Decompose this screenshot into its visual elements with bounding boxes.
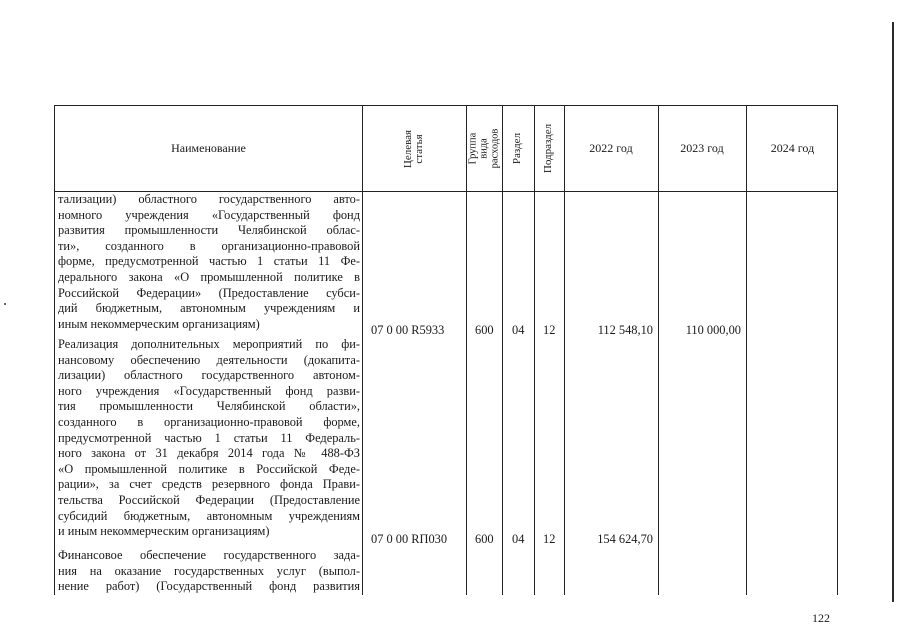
row-2-section: 04	[512, 532, 525, 546]
page-number: 122	[812, 611, 830, 625]
text-line: нансовому обеспечению деятельности (докапита-	[58, 352, 360, 367]
row-1-subsection: 12	[543, 323, 556, 337]
header-2023: 2023 год	[680, 141, 724, 155]
text-line: тельства Российской Федерации (Предоставление	[58, 492, 360, 507]
text-line: «О промышленной политике в Российской Феде-	[58, 461, 360, 476]
header-target-article	[362, 106, 466, 191]
text-line: ного учреждения «Государственный фонд разви-	[58, 383, 360, 398]
text-line: Финансовое обеспечение государственного зада-	[58, 548, 360, 562]
text-line: тализации) областного государственного авто-	[58, 192, 360, 206]
text-line: номного учреждения «Государственный фонд	[58, 207, 360, 222]
row-2-expense-group: 600	[475, 532, 494, 546]
header-section	[502, 106, 534, 191]
header-subsection	[534, 106, 564, 191]
row-1-section: 04	[512, 323, 525, 337]
text-line: субсидий бюджетным, автономным учреждениям	[58, 508, 360, 523]
row-1-target-article: 07 0 00 R5933	[371, 323, 445, 337]
text-line: ти», созданного в организационно-правовой	[58, 238, 360, 253]
text-line: форме, предусмотренной частью 1 статьи 11 Фе-	[58, 254, 360, 269]
scan-speck	[4, 303, 6, 305]
row-2-name	[58, 337, 360, 540]
text-line: развития промышленности Челябинской облас-	[58, 223, 360, 238]
header-target-article-label: Целевая статья	[402, 129, 425, 168]
header-expense-group-label: Группа вида расходов	[467, 128, 501, 169]
text-line: и иным некоммерческим организациям)	[58, 524, 270, 539]
header-expense-group	[466, 106, 502, 191]
text-line: Реализация дополнительных мероприятий по фи-	[58, 337, 360, 351]
row-1-name	[58, 192, 360, 332]
text-line: иным некоммерческим организациям)	[58, 316, 260, 331]
page-edge-line	[892, 22, 894, 602]
text-line: ного закона от 31 декабря 2014 года № 488-ФЗ	[58, 446, 360, 461]
row-1-expense-group: 600	[475, 323, 494, 337]
row-2-subsection: 12	[543, 532, 556, 546]
budget-table	[54, 105, 838, 595]
row-1-2023: 110 000,00	[685, 323, 741, 337]
row-2-2022: 154 624,70	[597, 532, 653, 546]
text-line: дий бюджетным, автономным учреждениям и	[58, 301, 360, 316]
text-line: ния на оказание государственных услуг (выпол-	[58, 563, 360, 578]
row-3-name	[58, 548, 360, 595]
text-line: рации», за счет средств резервного фонда Прави-	[58, 477, 360, 492]
row-2-target-article: 07 0 00 RП030	[371, 532, 448, 546]
text-line: лизации) областного государственного автоном-	[58, 368, 360, 383]
header-subsection-label: Подраздел	[542, 123, 555, 174]
header-name: Наименование	[171, 141, 246, 155]
text-line: дерального закона «О промышленной политике в	[58, 269, 360, 284]
text-line: созданного в организационно-правовой форме,	[58, 414, 360, 429]
row-1-2022: 112 548,10	[597, 323, 653, 337]
header-2024: 2024 год	[770, 141, 815, 155]
text-line: Российской Федерации» (Предоставление субси-	[58, 285, 360, 300]
text-line: предусмотренной частью 1 статьи 11 Федераль-	[58, 430, 360, 445]
header-section-label: Раздел	[511, 132, 524, 165]
text-line: нение работ) (Государственный фонд развития	[58, 579, 360, 594]
text-line: тия промышленности Челябинской области»,	[58, 399, 360, 414]
header-2022: 2022 год	[589, 141, 633, 155]
